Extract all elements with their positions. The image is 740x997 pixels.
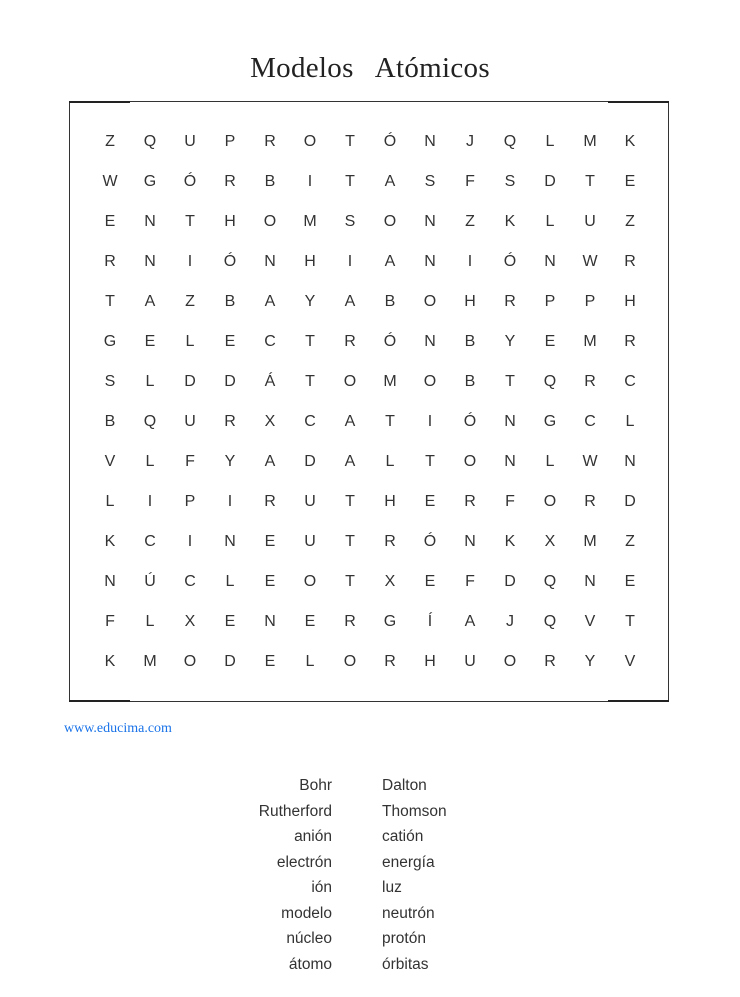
grid-letter: L: [145, 453, 155, 470]
grid-letter: Ó: [383, 133, 397, 150]
grid-letter: L: [385, 453, 395, 470]
grid-letter: E: [304, 613, 316, 630]
grid-letter: A: [464, 613, 476, 630]
grid-letter: K: [504, 533, 516, 550]
grid-letter: C: [584, 413, 596, 430]
grid-letter: N: [144, 253, 156, 270]
grid-letter: D: [304, 453, 316, 470]
grid-letter: A: [144, 293, 156, 310]
grid-letter: U: [304, 533, 316, 550]
grid-letter: L: [185, 333, 195, 350]
grid-letter: R: [464, 493, 476, 510]
grid-letter: S: [504, 173, 516, 190]
word-list-item: anión: [294, 828, 332, 845]
word-list-item: Rutherford: [258, 802, 332, 820]
word-list-item: átomo: [288, 955, 332, 973]
grid-letter: T: [385, 413, 395, 430]
grid-letter: R: [584, 373, 596, 390]
grid-letter: O: [303, 133, 317, 150]
grid-letter: U: [184, 133, 196, 150]
grid-letter: P: [544, 293, 556, 310]
grid-letter: Q: [143, 133, 157, 150]
word-list-item: Bohr: [299, 777, 332, 794]
grid-letter: C: [624, 373, 636, 390]
grid-letter: V: [624, 653, 636, 670]
border-accent-top-left: [69, 101, 130, 103]
grid-letter: T: [185, 213, 195, 230]
grid-letter: G: [103, 333, 117, 350]
word-list-item: neutrón: [382, 904, 435, 922]
page-title: Modelos Atómicos: [250, 52, 490, 84]
grid-letter: E: [624, 173, 636, 190]
grid-letter: K: [624, 133, 636, 150]
grid-letter: Ó: [223, 253, 237, 270]
grid-letter: Z: [185, 293, 195, 310]
border-accent-bottom-right: [608, 700, 669, 702]
grid-letter: D: [544, 173, 556, 190]
grid-letter: L: [105, 493, 115, 510]
grid-letter: I: [187, 253, 193, 270]
grid-letter: H: [224, 213, 236, 230]
grid-letter: M: [583, 133, 597, 150]
grid-letter: V: [104, 453, 116, 470]
grid-letter: O: [343, 373, 357, 390]
grid-letter: K: [504, 213, 516, 230]
grid-letter: Q: [543, 573, 557, 590]
grid-letter: A: [264, 453, 276, 470]
grid-letter: T: [345, 493, 355, 510]
grid-letter: I: [187, 533, 193, 550]
grid-letter: U: [304, 493, 316, 510]
grid-letter: Q: [143, 413, 157, 430]
border-accent-bottom-left: [69, 700, 130, 702]
grid-letter: T: [345, 173, 355, 190]
grid-letter: N: [584, 573, 596, 590]
grid-letter: P: [584, 293, 596, 310]
grid-letter: K: [104, 533, 116, 550]
grid-letter: T: [425, 453, 435, 470]
grid-letter: E: [544, 333, 556, 350]
grid-letter: T: [585, 173, 595, 190]
grid-letter: A: [384, 253, 396, 270]
grid-letter: R: [104, 253, 116, 270]
grid-letter: L: [545, 213, 555, 230]
word-list-item: Dalton: [382, 777, 427, 794]
grid-letter: N: [464, 533, 476, 550]
grid-letter: G: [383, 613, 397, 630]
grid-letter: Z: [625, 213, 635, 230]
grid-letter: X: [184, 613, 196, 630]
word-list-item: núcleo: [286, 930, 332, 947]
grid-letter: G: [543, 413, 557, 430]
grid-letter: N: [264, 613, 276, 630]
grid-letter: N: [424, 333, 436, 350]
grid-letter: B: [264, 173, 276, 190]
grid-letter: L: [625, 413, 635, 430]
grid-letter: O: [343, 653, 357, 670]
grid-letter: D: [504, 573, 516, 590]
grid-letter: O: [263, 213, 277, 230]
grid-letter: H: [624, 293, 636, 310]
grid-letter: E: [224, 613, 236, 630]
grid-letter: U: [184, 413, 196, 430]
grid-letter: I: [227, 493, 233, 510]
grid-letter: N: [504, 413, 516, 430]
grid-letter: N: [424, 213, 436, 230]
grid-letter: R: [384, 533, 396, 550]
grid-letter: B: [464, 333, 476, 350]
grid-letter: P: [224, 133, 236, 150]
grid-letter: L: [545, 133, 555, 150]
grid-letter: C: [264, 333, 276, 350]
grid-letter: E: [264, 533, 276, 550]
grid-letter: E: [424, 493, 436, 510]
grid-letter: Ó: [503, 253, 517, 270]
grid-letter: T: [305, 333, 315, 350]
grid-letter: N: [224, 533, 236, 550]
grid-letter: L: [545, 453, 555, 470]
grid-letter: O: [463, 453, 477, 470]
grid-letter: E: [104, 213, 116, 230]
grid-letter: A: [344, 413, 356, 430]
grid-letter: Y: [504, 333, 516, 350]
grid-letter: Y: [224, 453, 236, 470]
grid-letter: N: [624, 453, 636, 470]
grid-letter: Ó: [383, 333, 397, 350]
grid-letter: M: [143, 653, 157, 670]
grid-letter: T: [345, 533, 355, 550]
grid-letter: S: [104, 373, 116, 390]
word-list-item: Thomson: [382, 802, 447, 820]
grid-letter: E: [264, 653, 276, 670]
grid-letter: X: [384, 573, 396, 590]
grid-letter: L: [305, 653, 315, 670]
grid-letter: X: [544, 533, 556, 550]
grid-letter: Z: [625, 533, 635, 550]
grid-letter: N: [104, 573, 116, 590]
grid-letter: I: [307, 173, 313, 190]
grid-letter: B: [464, 373, 476, 390]
grid-letter: N: [264, 253, 276, 270]
grid-letter: F: [465, 573, 475, 590]
grid-letter: W: [582, 453, 598, 470]
word-list-item: modelo: [281, 904, 332, 922]
grid-letter: Í: [427, 613, 433, 630]
grid-letter: T: [345, 133, 355, 150]
grid-letter: D: [624, 493, 636, 510]
grid-letter: E: [424, 573, 436, 590]
grid-letter: K: [104, 653, 116, 670]
word-list-item: ión: [311, 879, 332, 896]
grid-letter: A: [344, 293, 356, 310]
border-accent-top-right: [608, 101, 669, 103]
grid-letter: W: [102, 173, 118, 190]
grid-letter: R: [264, 493, 276, 510]
grid-letter: R: [384, 653, 396, 670]
grid-letter: O: [423, 373, 437, 390]
grid-letter: O: [503, 653, 517, 670]
grid-letter: L: [225, 573, 235, 590]
grid-letter: O: [303, 573, 317, 590]
grid-letter: N: [544, 253, 556, 270]
grid-letter: Y: [304, 293, 316, 310]
grid-letter: N: [424, 253, 436, 270]
grid-letter: M: [303, 213, 317, 230]
grid-letter: T: [505, 373, 515, 390]
grid-letter: Y: [584, 653, 596, 670]
word-list-item: órbitas: [382, 955, 429, 973]
grid-letter: Ú: [144, 573, 156, 590]
grid-letter: Ó: [463, 413, 477, 430]
grid-letter: M: [583, 533, 597, 550]
grid-letter: B: [104, 413, 116, 430]
grid-letter: H: [384, 493, 396, 510]
grid-letter: A: [384, 173, 396, 190]
grid-letter: F: [105, 613, 115, 630]
grid-letter: R: [344, 613, 356, 630]
grid-letter: D: [224, 373, 236, 390]
grid-letter: S: [424, 173, 436, 190]
educima-link[interactable]: www.educima.com: [64, 721, 172, 736]
grid-letter: R: [584, 493, 596, 510]
grid-letter: R: [624, 333, 636, 350]
grid-letter: R: [544, 653, 556, 670]
grid-letter: F: [465, 173, 475, 190]
grid-letter: N: [144, 213, 156, 230]
word-list-item: luz: [382, 879, 402, 896]
grid-letter: C: [184, 573, 196, 590]
grid-letter: U: [584, 213, 596, 230]
grid-letter: M: [383, 373, 397, 390]
grid-letter: R: [344, 333, 356, 350]
grid-letter: L: [145, 613, 155, 630]
grid-letter: N: [504, 453, 516, 470]
grid-letter: O: [183, 653, 197, 670]
grid-letter: V: [584, 613, 596, 630]
grid-letter: P: [184, 493, 196, 510]
grid-letter: I: [467, 253, 473, 270]
grid-letter: Q: [503, 133, 517, 150]
word-list-item: energía: [382, 853, 435, 871]
grid-letter: H: [464, 293, 476, 310]
word-list-item: electrón: [276, 853, 332, 871]
grid-letter: O: [423, 293, 437, 310]
grid-letter: H: [304, 253, 316, 270]
grid-letter: J: [506, 613, 514, 630]
grid-letter: C: [304, 413, 316, 430]
grid-letter: Ó: [183, 173, 197, 190]
grid-letter: S: [344, 213, 356, 230]
grid-letter: T: [345, 573, 355, 590]
grid-letter: B: [384, 293, 396, 310]
grid-letter: Ó: [423, 533, 437, 550]
grid-letter: X: [264, 413, 276, 430]
grid-letter: O: [543, 493, 557, 510]
grid-letter: T: [625, 613, 635, 630]
grid-letter: W: [582, 253, 598, 270]
grid-letter: F: [505, 493, 515, 510]
grid-letter: L: [145, 373, 155, 390]
grid-letter: R: [224, 173, 236, 190]
word-list-item: catión: [382, 828, 424, 845]
grid-letter: I: [147, 493, 153, 510]
grid-letter: E: [624, 573, 636, 590]
grid-letter: E: [144, 333, 156, 350]
grid-letter: D: [224, 653, 236, 670]
grid-letter: U: [464, 653, 476, 670]
grid-letter: E: [224, 333, 236, 350]
word-list-item: protón: [382, 930, 426, 947]
grid-letter: Á: [264, 373, 276, 390]
grid-letter: R: [624, 253, 636, 270]
grid-letter: B: [224, 293, 236, 310]
grid-letter: Z: [105, 133, 115, 150]
grid-letter: D: [184, 373, 196, 390]
grid-letter: Q: [543, 373, 557, 390]
grid-letter: C: [144, 533, 156, 550]
grid-letter: T: [105, 293, 115, 310]
grid-letter: Z: [465, 213, 475, 230]
grid-letter: F: [185, 453, 195, 470]
grid-letter: Q: [543, 613, 557, 630]
grid-letter: T: [305, 373, 315, 390]
grid-letter: J: [466, 133, 474, 150]
word-search-grid: [69, 101, 669, 702]
grid-letter: E: [264, 573, 276, 590]
grid-letter: R: [224, 413, 236, 430]
grid-letter: A: [344, 453, 356, 470]
grid-letter: H: [424, 653, 436, 670]
grid-letter: I: [427, 413, 433, 430]
grid-letter: N: [424, 133, 436, 150]
grid-letter: M: [583, 333, 597, 350]
grid-letter: O: [383, 213, 397, 230]
grid-letter: G: [143, 173, 157, 190]
grid-letter: A: [264, 293, 276, 310]
grid-letter: R: [504, 293, 516, 310]
grid-letter: I: [347, 253, 353, 270]
grid-letter: R: [264, 133, 276, 150]
